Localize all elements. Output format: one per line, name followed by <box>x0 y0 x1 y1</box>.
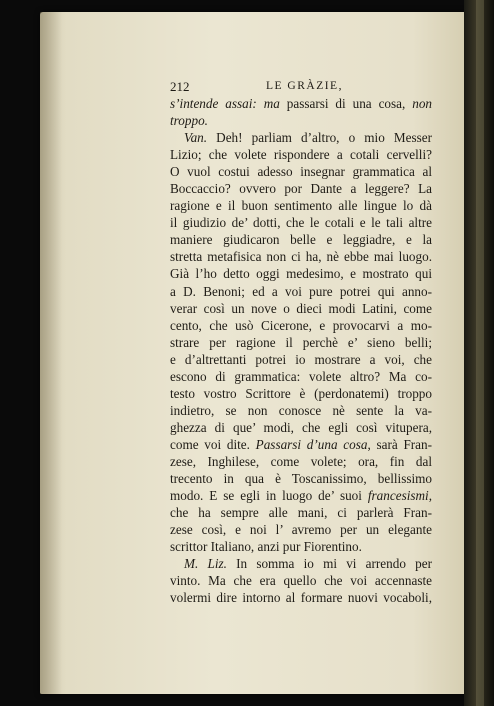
text-segment: maniere giudicaron belle e leggiadre, e la <box>170 232 432 248</box>
text-line <box>170 129 432 146</box>
text-line <box>170 555 432 572</box>
text-line <box>170 470 432 487</box>
text-segment: ma <box>263 96 280 111</box>
text-line <box>170 214 432 231</box>
text-segment: indietro, se non conosce nè sente la va- <box>170 402 432 418</box>
page-binding-shadow <box>40 12 62 694</box>
text-line <box>170 317 432 334</box>
text-segment: il giudizio de’ dotti, che le cotali e le tali altre <box>170 215 432 231</box>
text-line <box>170 572 432 589</box>
text-line <box>170 368 432 385</box>
text-segment: passarsi di una cosa, <box>279 96 413 111</box>
text-segment: Van. <box>184 130 208 146</box>
text-line <box>170 300 432 317</box>
text-segment: zese, Inghilese, come volete; ora, fin dal <box>170 453 432 469</box>
text-line <box>170 334 432 351</box>
text-segment: troppo. <box>170 113 208 129</box>
text-line <box>170 146 432 163</box>
text-segment: s’intende assai: <box>170 96 264 111</box>
body-text <box>170 95 432 606</box>
text-line <box>170 385 432 402</box>
text-segment: a D. Benoni; ed a voi pure potrei qui anno- <box>170 283 432 299</box>
text-segment: Già l’ho detto oggi medesimo, e mostrato qui <box>170 266 432 282</box>
text-line <box>170 436 432 453</box>
text-line <box>170 521 432 538</box>
text-segment: scrittor Italiano, anzi pur Fiorentino. <box>170 539 362 555</box>
text-line <box>170 163 432 180</box>
next-page-edge <box>476 0 484 706</box>
text-segment: volermi dire intorno al formare nuovi vocaboli, <box>170 590 432 606</box>
text-line <box>170 487 432 504</box>
text-segment: non <box>412 96 432 111</box>
text-segment: Passarsi d’una cosa <box>255 436 368 452</box>
text-line <box>170 197 432 214</box>
text-line <box>170 419 432 436</box>
text-line <box>170 248 432 265</box>
text-segment: verar così un nove o dieci modi Latini, come <box>170 300 432 316</box>
text-segment: vinto. Ma che era quello che voi accennaste <box>170 573 432 589</box>
text-segment: ragione e il buon sentimento alle lingue lo dà <box>170 198 432 214</box>
text-segment: Deh! parliam d’altro, o mio Messer <box>207 130 432 146</box>
text-segment: come voi dite. <box>170 436 256 452</box>
text-segment: M. Liz. <box>184 556 227 572</box>
text-segment: zese così, e noi l’ avremo per un elegante <box>170 522 432 538</box>
text-segment: ghezza di que’ modi, che egli così vitupera, <box>170 419 432 435</box>
text-line <box>170 589 432 606</box>
text-line <box>170 231 432 248</box>
text-segment: Lizio; che volete rispondere a cotali cervelli? <box>170 147 432 163</box>
text-line <box>170 95 432 112</box>
text-segment: cento, che usò Cicerone, e provocarvi a mo- <box>170 317 432 333</box>
text-segment: modo. E se egli in luogo de’ suoi <box>170 488 368 504</box>
text-segment: escono di grammatica: volete altro? Ma co- <box>170 368 432 384</box>
text-segment: In somma io mi vi arrendo per <box>226 556 432 572</box>
text-segment: testo vostro Scrittore è (perdonatemi) troppo <box>170 385 432 401</box>
running-title: LE GRÀZIE, <box>266 80 343 92</box>
text-line <box>170 265 432 282</box>
text-line <box>170 504 432 521</box>
text-line <box>170 283 432 300</box>
text-segment: stretta metafisica non ci ha, nè ebbe mai luogo. <box>170 249 432 265</box>
text-segment: francesismi <box>367 488 429 504</box>
text-segment: che ha sempre alle mani, ci parlerà Fran- <box>170 505 432 521</box>
text-line <box>170 453 432 470</box>
page-number: 212 <box>170 79 190 94</box>
text-segment: , <box>428 488 432 504</box>
text-segment: strare per ragione il perchè e’ sieno belli; <box>170 334 432 350</box>
text-segment: e d’altrettanti potrei io mostrare a voi, che <box>170 351 432 367</box>
text-line <box>170 538 432 555</box>
text-segment: O vuol costui adesso insegnar grammatica al <box>170 164 432 180</box>
text-segment: , sarà Fran- <box>367 436 433 452</box>
text-segment: trecento in qua è Toscanissimo, bellissimo <box>170 471 432 487</box>
text-line <box>170 112 432 129</box>
text-line <box>170 351 432 368</box>
text-line <box>170 180 432 197</box>
text-line <box>170 402 432 419</box>
text-segment: Boccaccio? ovvero por Dante a leggere? La <box>170 181 432 197</box>
